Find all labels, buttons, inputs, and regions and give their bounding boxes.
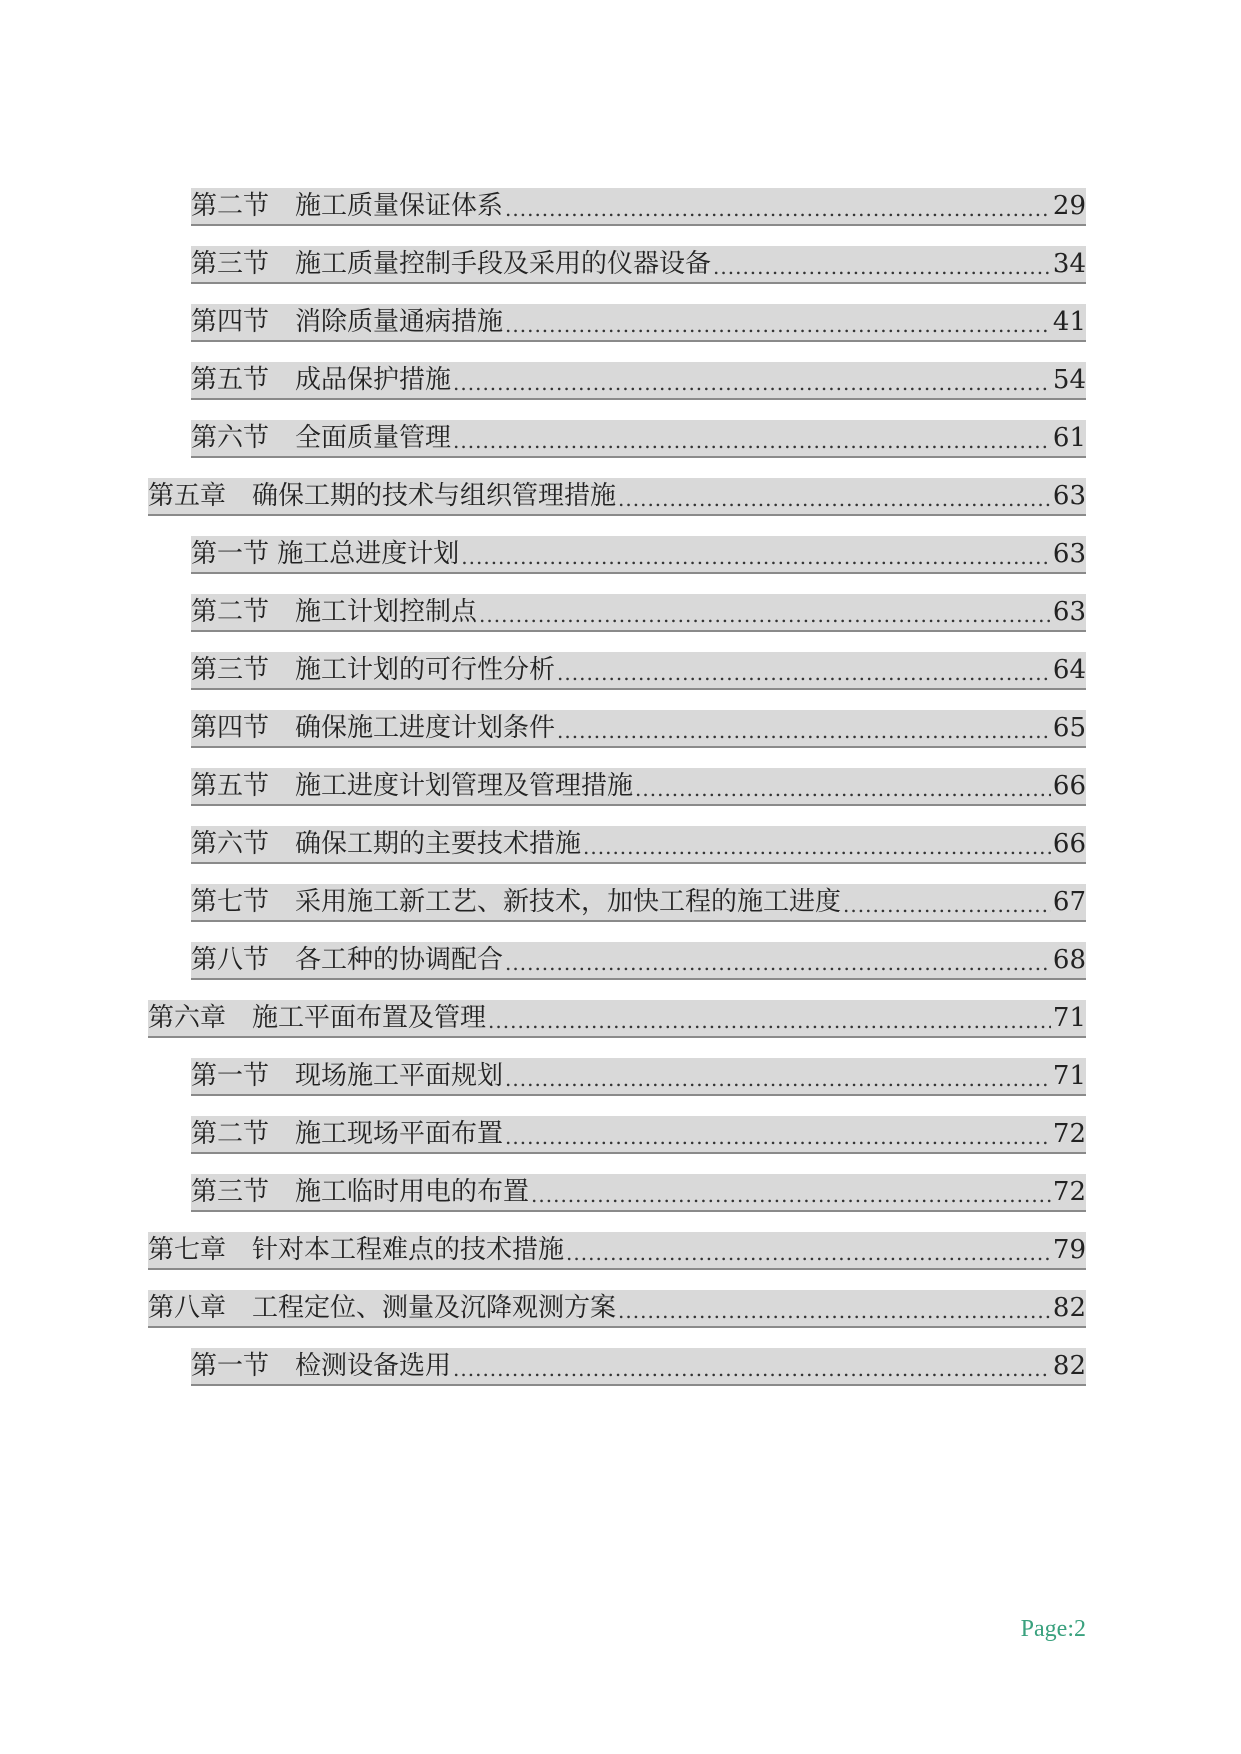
toc-entry-page: 64 — [1052, 655, 1086, 685]
toc-dot-leader — [505, 1123, 1051, 1151]
toc-dot-leader — [557, 717, 1051, 745]
toc-entry-page: 71 — [1052, 1061, 1086, 1091]
toc-entry-title: 第二节 施工现场平面布置 — [191, 1119, 504, 1149]
toc-entry-title: 第一节 施工总进度计划 — [191, 539, 460, 569]
toc-entry-page: 63 — [1052, 481, 1086, 511]
toc-entry[interactable] — [191, 188, 1086, 226]
toc-entry[interactable] — [191, 594, 1086, 632]
toc-chapter-entry[interactable] — [148, 1290, 1086, 1328]
toc-chapter-entry[interactable] — [148, 1000, 1086, 1038]
toc-dot-leader — [557, 659, 1051, 687]
toc-entry-title: 第四节 确保施工进度计划条件 — [191, 713, 556, 743]
toc-dot-leader — [488, 1007, 1051, 1035]
toc-entry[interactable] — [191, 1116, 1086, 1154]
toc-entry-title: 第七章 针对本工程难点的技术措施 — [148, 1235, 565, 1265]
toc-entry[interactable] — [191, 942, 1086, 980]
toc-entry-page: 68 — [1052, 945, 1086, 975]
toc-entry[interactable] — [191, 710, 1086, 748]
toc-chapter-entry[interactable] — [148, 1232, 1086, 1270]
toc-dot-leader — [618, 1297, 1051, 1325]
toc-entry[interactable] — [191, 362, 1086, 400]
toc-entry-title: 第六节 全面质量管理 — [191, 423, 452, 453]
toc-entry-page: 72 — [1052, 1177, 1086, 1207]
toc-entry[interactable] — [191, 1348, 1086, 1386]
toc-entry-title: 第三节 施工计划的可行性分析 — [191, 655, 556, 685]
toc-entry-title: 第一节 检测设备选用 — [191, 1351, 452, 1381]
toc-dot-leader — [618, 485, 1051, 513]
toc-dot-leader — [479, 601, 1051, 629]
toc-dot-leader — [505, 195, 1051, 223]
toc-entry-title: 第六章 施工平面布置及管理 — [148, 1003, 487, 1033]
toc-entry-title: 第五章 确保工期的技术与组织管理措施 — [148, 481, 617, 511]
toc-entry-page: 72 — [1052, 1119, 1086, 1149]
toc-dot-leader — [453, 1355, 1051, 1383]
toc-entry-page: 34 — [1052, 249, 1086, 279]
toc-entry-page: 82 — [1052, 1293, 1086, 1323]
toc-dot-leader — [843, 891, 1051, 919]
toc-entry[interactable] — [191, 420, 1086, 458]
toc-entry-title: 第二节 施工质量保证体系 — [191, 191, 504, 221]
toc-entry-title: 第一节 现场施工平面规划 — [191, 1061, 504, 1091]
toc-dot-leader — [505, 311, 1051, 339]
toc-entry-page: 71 — [1052, 1003, 1086, 1033]
toc-entry[interactable] — [191, 536, 1086, 574]
toc-entry-page: 63 — [1052, 539, 1086, 569]
toc-entry-page: 66 — [1052, 829, 1086, 859]
toc-entry[interactable] — [191, 304, 1086, 342]
toc-entry-title: 第三节 施工质量控制手段及采用的仪器设备 — [191, 249, 712, 279]
toc-entry-page: 54 — [1052, 365, 1086, 395]
toc-dot-leader — [531, 1181, 1051, 1209]
toc-entry-page: 29 — [1052, 191, 1086, 221]
toc-dot-leader — [461, 543, 1051, 571]
toc-entry-page: 82 — [1052, 1351, 1086, 1381]
toc-dot-leader — [566, 1239, 1051, 1267]
toc-entry-title: 第三节 施工临时用电的布置 — [191, 1177, 530, 1207]
toc-entry[interactable] — [191, 1174, 1086, 1212]
toc-entry-title: 第七节 采用施工新工艺、新技术，加快工程的施工进度 — [191, 887, 842, 917]
toc-entry[interactable] — [191, 884, 1086, 922]
toc-entry[interactable] — [191, 826, 1086, 864]
toc-entry-title: 第四节 消除质量通病措施 — [191, 307, 504, 337]
page-number-footer: Page:2 — [1020, 1616, 1086, 1642]
toc-entry-title: 第五节 施工进度计划管理及管理措施 — [191, 771, 634, 801]
toc-entry[interactable] — [191, 1058, 1086, 1096]
toc-chapter-entry[interactable] — [148, 478, 1086, 516]
toc-entry-title: 第八章 工程定位、测量及沉降观测方案 — [148, 1293, 617, 1323]
toc-dot-leader — [505, 1065, 1051, 1093]
toc-entry-title: 第八节 各工种的协调配合 — [191, 945, 504, 975]
toc-dot-leader — [453, 427, 1051, 455]
toc-entry-title: 第二节 施工计划控制点 — [191, 597, 478, 627]
toc-entry[interactable] — [191, 652, 1086, 690]
toc-dot-leader — [453, 369, 1051, 397]
toc-dot-leader — [713, 253, 1051, 281]
toc-entry-title: 第六节 确保工期的主要技术措施 — [191, 829, 582, 859]
toc-dot-leader — [583, 833, 1051, 861]
toc-entry[interactable] — [191, 768, 1086, 806]
toc-entry-title: 第五节 成品保护措施 — [191, 365, 452, 395]
toc-entry-page: 65 — [1052, 713, 1086, 743]
toc-entry-page: 66 — [1052, 771, 1086, 801]
toc-dot-leader — [505, 949, 1051, 977]
toc-dot-leader — [635, 775, 1051, 803]
toc-entry-page: 67 — [1052, 887, 1086, 917]
toc-entry-page: 41 — [1052, 307, 1086, 337]
toc-entry-page: 63 — [1052, 597, 1086, 627]
toc-entry[interactable] — [191, 246, 1086, 284]
toc-entry-page: 79 — [1052, 1235, 1086, 1265]
toc-entry-page: 61 — [1052, 423, 1086, 453]
